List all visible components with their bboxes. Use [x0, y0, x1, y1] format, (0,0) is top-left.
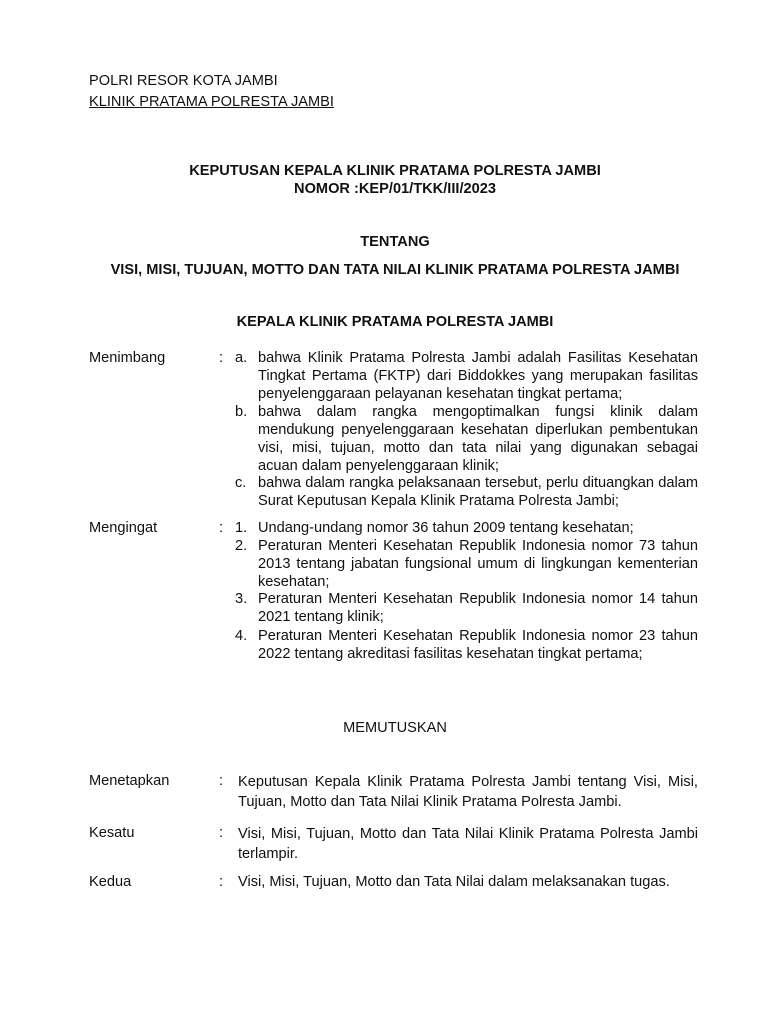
- decree-title: KEPUTUSAN KEPALA KLINIK PRATAMA POLRESTA JAMBI: [189, 163, 601, 179]
- memutuskan-heading: MEMUTUSKAN: [343, 720, 447, 736]
- kesatu-text: Visi, Misi, Tujuan, Motto dan Tata Nilai Klinik Pratama Polresta Jambi terlampir.: [238, 826, 698, 862]
- menimbang-item-marker: b.: [235, 404, 248, 420]
- mengingat-item-marker: 4.: [235, 628, 248, 644]
- menimbang-item-text: bahwa dalam rangka mengoptimalkan fungsi klinik dalam mendukung penyelenggaraan kesehatan diperlukan pembentukan visi, misi, tujuan, motto dan tata nilai yang digunakan sebagai acuan dalam penyelenggaraan klinik;: [258, 404, 698, 474]
- mengingat-label: Mengingat: [89, 520, 158, 536]
- mengingat-colon: :: [219, 520, 224, 536]
- kedua-label: Kedua: [89, 874, 132, 890]
- mengingat-item-text: Undang-undang nomor 36 tahun 2009 tentang kesehatan;: [258, 520, 634, 536]
- kesatu-colon: :: [219, 825, 224, 841]
- org-line-1: POLRI RESOR KOTA JAMBI: [89, 73, 278, 89]
- decree-number: NOMOR :KEP/01/TKK/III/2023: [294, 181, 496, 197]
- menetapkan-label: Menetapkan: [89, 773, 170, 789]
- decree-subject: VISI, MISI, TUJUAN, MOTTO DAN TATA NILAI KLINIK PRATAMA POLRESTA JAMBI: [110, 262, 680, 278]
- menimbang-item-text: bahwa dalam rangka pelaksanaan tersebut, perlu dituangkan dalam Surat Keputusan Kepala Klinik Pratama Polresta Jambi;: [258, 475, 698, 509]
- mengingat-item-marker: 2.: [235, 538, 248, 554]
- org-line-2: KLINIK PRATAMA POLRESTA JAMBI: [89, 94, 334, 110]
- kesatu-label: Kesatu: [89, 825, 135, 841]
- menetapkan-colon: :: [219, 773, 224, 789]
- kedua-colon: :: [219, 874, 224, 890]
- mengingat-item-text: Peraturan Menteri Kesehatan Republik Indonesia nomor 23 tahun 2022 tentang akreditasi fasilitas kesehatan tingkat pertama;: [258, 628, 698, 662]
- tentang-heading: TENTANG: [360, 234, 430, 250]
- menimbang-item-marker: c.: [235, 475, 247, 491]
- menimbang-item-marker: a.: [235, 350, 248, 366]
- menimbang-colon: :: [219, 350, 224, 366]
- menimbang-label: Menimbang: [89, 350, 166, 366]
- mengingat-item-text: Peraturan Menteri Kesehatan Republik Indonesia nomor 73 tahun 2013 tentang jabatan fungsional umum di lingkungan kementerian kesehatan;: [258, 538, 698, 590]
- mengingat-item-marker: 1.: [235, 520, 248, 536]
- menetapkan-text: Keputusan Kepala Klinik Pratama Polresta Jambi tentang Visi, Misi, Tujuan, Motto dan Tata Nilai Klinik Pratama Polresta Jambi.: [238, 774, 698, 810]
- mengingat-item-text: Peraturan Menteri Kesehatan Republik Indonesia nomor 14 tahun 2021 tentang klinik;: [258, 591, 698, 625]
- mengingat-item-marker: 3.: [235, 591, 248, 607]
- decree-authority: KEPALA KLINIK PRATAMA POLRESTA JAMBI: [236, 314, 554, 330]
- menimbang-item-text: bahwa Klinik Pratama Polresta Jambi adalah Fasilitas Kesehatan Tingkat Pertama (FKTP) dari Biddokkes yang merupakan fasilitas penyelenggaraan pelayanan kesehatan tingkat pertama;: [258, 350, 698, 402]
- kedua-text: Visi, Misi, Tujuan, Motto dan Tata Nilai dalam melaksanakan tugas.: [238, 874, 670, 890]
